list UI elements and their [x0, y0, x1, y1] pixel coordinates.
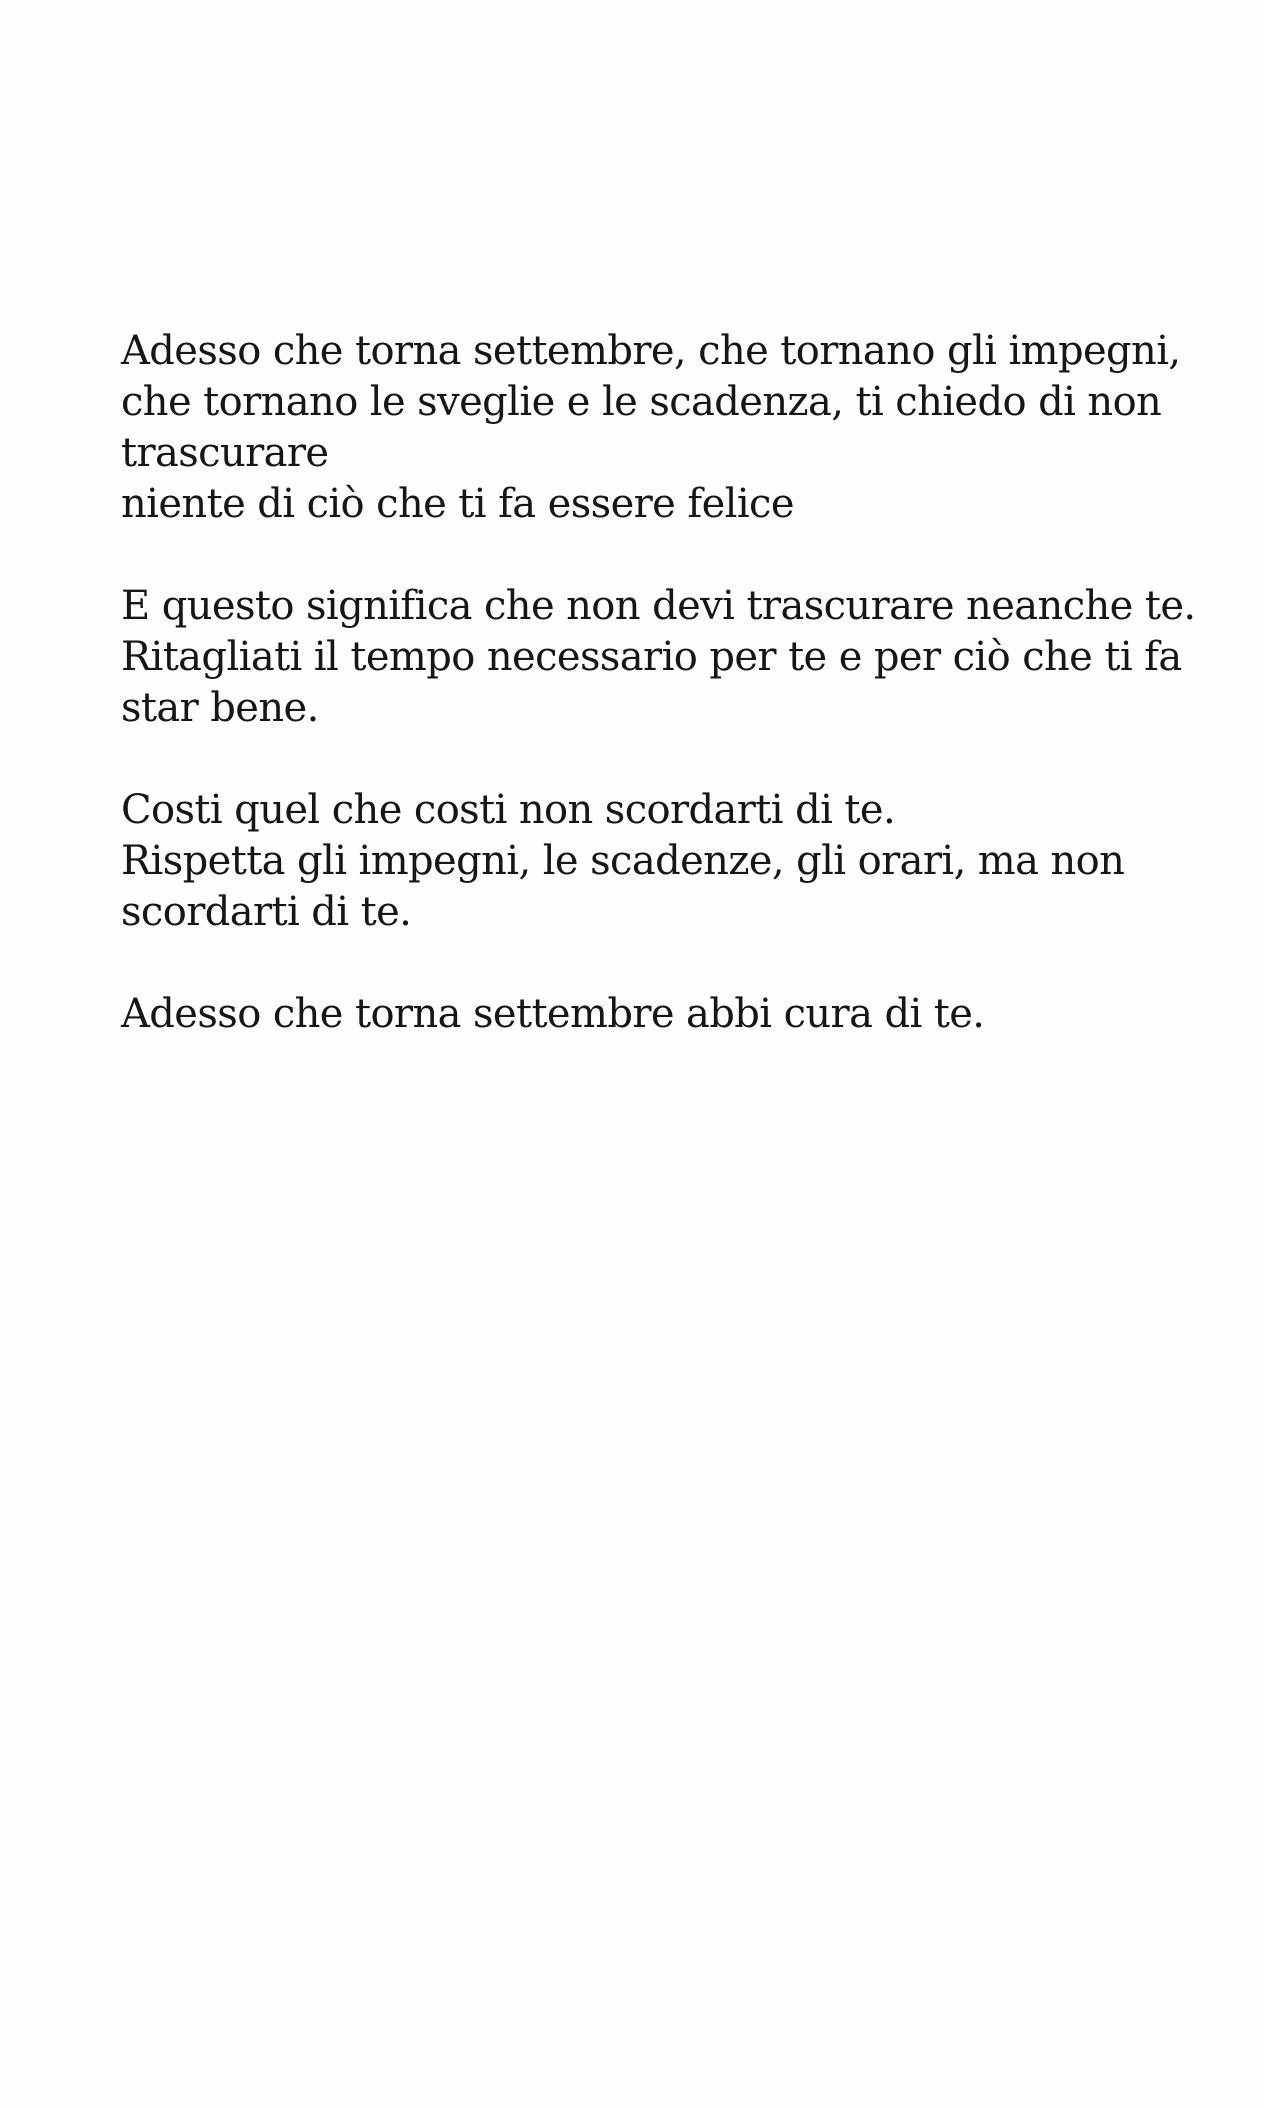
text-line: che tornano le sveglie e le scadenza, ti chiedo di non	[121, 379, 1162, 425]
text-line: Rispetta gli impegni, le scadenze, gli orari, ma non	[121, 838, 1125, 884]
text-line: trascurare	[121, 430, 329, 476]
text-line: scordarti di te.	[121, 889, 412, 935]
paragraph-2	[121, 581, 1201, 734]
text-line: Adesso che torna settembre abbi cura di te.	[121, 991, 985, 1037]
text-line: star bene.	[121, 685, 319, 731]
paragraph-1	[121, 326, 1201, 530]
paragraph-gap	[121, 938, 1201, 989]
paragraph-3	[121, 785, 1201, 938]
text-line: Adesso che torna settembre, che tornano gli impegni,	[121, 328, 1181, 374]
note-text	[121, 326, 1201, 1040]
text-line: Costi quel che costi non scordarti di te.	[121, 787, 896, 833]
text-line: E questo significa che non devi trascurare neanche te.	[121, 583, 1196, 629]
paragraph-gap	[121, 530, 1201, 581]
paragraph-gap	[121, 734, 1201, 785]
paragraph-4	[121, 989, 1201, 1040]
text-line: Ritagliati il tempo necessario per te e per ciò che ti fa	[121, 634, 1182, 680]
text-line: niente di ciò che ti fa essere felice	[121, 481, 794, 527]
